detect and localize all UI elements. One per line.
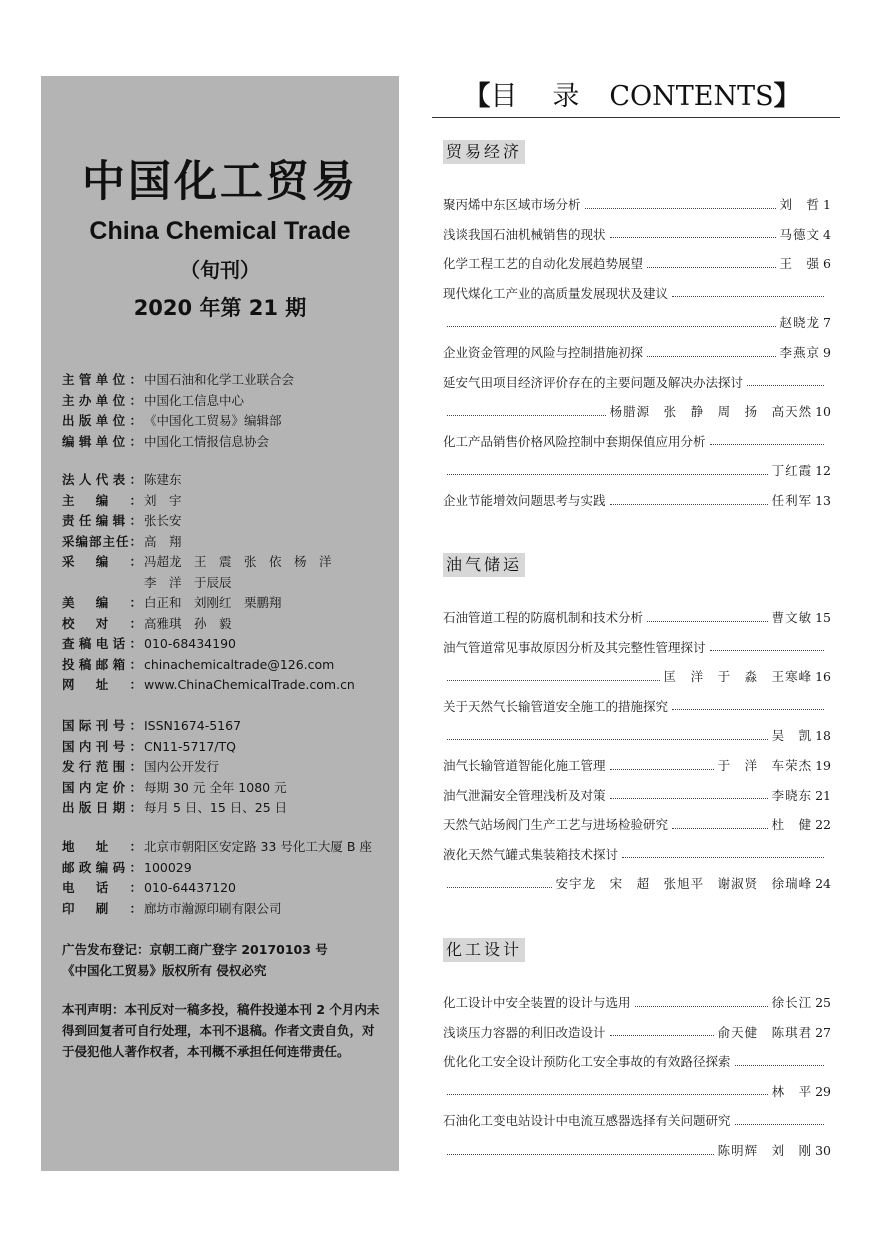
info-row: [62, 798, 392, 819]
journal-frequency: （旬刊）: [180, 258, 260, 282]
info-label: 发行范围：: [62, 759, 142, 774]
toc-entry[interactable]: [443, 1110, 831, 1132]
info-label: 责任编辑：: [62, 513, 142, 528]
toc-authors: 丁红霞: [771, 463, 813, 479]
info-label: 国际刊号：: [62, 718, 142, 733]
heading-bracket-close: 】: [773, 81, 801, 112]
journal-title: 中国化工贸易: [82, 157, 358, 207]
leader-dots: [672, 828, 768, 829]
toc-authors: 马德文: [779, 226, 821, 242]
info-row: [62, 655, 392, 676]
toc-title: 浅谈我国石油机械销售的现状: [443, 226, 606, 242]
toc-title: 石油管道工程的防腐机制和技术分析: [443, 610, 644, 625]
toc-entry[interactable]: [443, 401, 831, 423]
info-value: 010-68434190: [144, 636, 236, 651]
section-label: 油气储运: [443, 553, 525, 577]
info-row: [62, 432, 392, 453]
info-label: 印刷：: [62, 900, 142, 916]
toc-title: 现代煤化工产业的高质量发展现状及建议: [443, 285, 669, 301]
leader-dots: [635, 1006, 768, 1007]
info-label: 编辑单位：: [62, 433, 142, 449]
info-value: www.ChinaChemicalTrade.com.cn: [144, 677, 355, 692]
toc-page-number: 12: [815, 463, 831, 479]
leader-dots: [710, 650, 824, 651]
info-row: [62, 532, 392, 553]
journal-title-en: China Chemical Trade: [89, 217, 351, 245]
info-value: 中国化工情报信息协会: [144, 433, 270, 449]
leader-dots: [610, 1035, 714, 1036]
toc-page-number: 1: [823, 197, 831, 212]
toc-title: 浅谈压力容器的利旧改造设计: [443, 1024, 606, 1040]
toc-entry[interactable]: [443, 194, 831, 216]
toc-page-number: 29: [815, 1083, 831, 1099]
contents-heading: [462, 74, 802, 113]
publication-info: [62, 716, 392, 819]
info-label: 主办单位：: [62, 392, 142, 408]
info-row: [62, 675, 392, 696]
toc-entry[interactable]: [443, 372, 831, 394]
toc-page-number: 15: [815, 610, 831, 625]
info-label: 邮政编码：: [62, 859, 142, 875]
leader-dots: [647, 621, 768, 622]
toc-title: 聚丙烯中东区域市场分析: [443, 197, 581, 212]
info-value: 《中国化工贸易》编辑部: [144, 413, 282, 428]
toc-entry[interactable]: [443, 490, 831, 512]
toc-authors: 赵晓龙: [779, 315, 821, 331]
toc-entry[interactable]: [443, 637, 831, 659]
toc-authors: 林 平: [771, 1083, 813, 1099]
info-label: 采编部主任：: [62, 533, 142, 549]
leader-dots: [447, 1154, 714, 1155]
leader-dots: [622, 857, 824, 858]
info-row: [62, 411, 392, 432]
info-label: 出版日期：: [62, 800, 142, 815]
toc-page-number: 21: [815, 787, 831, 803]
info-label: 法人代表：: [62, 472, 142, 487]
info-row: [62, 634, 392, 655]
toc-page-number: 19: [815, 758, 831, 773]
leader-dots: [447, 887, 552, 888]
info-value: 010-64437120: [144, 880, 236, 895]
toc-title: 关于天然气长输管道安全施工的措施探究: [443, 698, 669, 714]
info-row: [62, 778, 392, 799]
toc-authors: 于 洋 车荣杰: [717, 758, 813, 773]
info-label: 采编：: [62, 554, 142, 569]
info-row: [62, 614, 392, 635]
info-value: 刘 宇: [144, 492, 182, 508]
leader-dots: [710, 444, 824, 445]
info-label: 校对：: [62, 615, 142, 631]
toc-title: 延安气田项目经济评价存在的主要问题及解决办法探讨: [443, 374, 744, 390]
info-row: [62, 878, 392, 899]
info-row: [62, 858, 392, 879]
toc-entry[interactable]: [443, 312, 831, 334]
toc-title: 油气管道常见事故原因分析及其完整性管理探讨: [443, 639, 706, 655]
info-label: 国内刊号：: [62, 738, 142, 754]
info-value: 中国化工信息中心: [144, 392, 245, 408]
toc-entry[interactable]: [443, 224, 831, 246]
toc-page-number: 6: [823, 256, 831, 272]
info-label: 网址：: [62, 677, 142, 692]
toc-authors: 杜 健: [771, 817, 813, 833]
toc-page-number: 16: [815, 669, 831, 685]
toc-page-number: 22: [815, 817, 831, 833]
heading-bracket-open: 【: [463, 81, 491, 112]
toc-entry[interactable]: [443, 1051, 831, 1073]
toc-title: 油气泄漏安全管理浅析及对策: [443, 787, 606, 803]
toc-authors: 匡 洋 于 淼 王寒峰: [663, 669, 813, 685]
toc-title: 化工设计中安全装置的设计与选用: [443, 995, 631, 1010]
info-label: 投稿邮箱：: [62, 656, 142, 672]
toc-authors: 任利军: [771, 493, 813, 508]
toc-title: 油气长输管道智能化施工管理: [443, 758, 606, 773]
leader-dots: [447, 474, 768, 475]
info-value: 廊坊市瀚源印刷有限公司: [144, 900, 282, 916]
toc-title: 企业节能增效问题思考与实践: [443, 493, 606, 508]
toc-entry[interactable]: [443, 1081, 831, 1103]
toc-title: 石油化工变电站设计中电流互感器选择有关问题研究: [443, 1113, 731, 1129]
ad-registration: 广告发布登记：京朝工商广登字 20170103 号: [62, 942, 328, 957]
toc-page-number: 7: [823, 315, 831, 331]
toc-authors: 刘 哲: [779, 197, 821, 212]
toc-page-number: 25: [815, 995, 831, 1010]
toc-entry[interactable]: [443, 844, 831, 866]
info-value: 高雅琪 孙 毅: [144, 615, 232, 631]
info-label: 主管单位：: [62, 372, 142, 387]
heading-en: CONTENTS: [609, 81, 774, 112]
toc-authors: 陈明辉 刘 刚: [717, 1143, 813, 1158]
leader-dots: [447, 680, 660, 681]
toc-entry[interactable]: [443, 992, 831, 1014]
toc-entry[interactable]: [443, 1022, 831, 1044]
info-label: 电话：: [62, 880, 142, 895]
toc-authors: 李晓东: [771, 787, 813, 803]
info-value: 陈建东: [144, 472, 182, 487]
toc-authors: 吴 凯: [771, 728, 813, 744]
section-label: 贸易经济: [443, 140, 525, 164]
leader-dots: [735, 1124, 824, 1125]
info-value: 冯超龙 王 震 张 依 杨 洋: [144, 554, 332, 569]
info-value: 中国石油和化学工业联合会: [144, 372, 295, 387]
toc-entry[interactable]: [443, 253, 831, 275]
heading-rule: [432, 117, 840, 118]
leader-dots: [672, 296, 824, 297]
toc-page-number: 27: [815, 1024, 831, 1040]
info-label: 出版单位：: [62, 413, 142, 428]
toc-title: 优化化工安全设计预防化工安全事故的有效路径探索: [443, 1054, 731, 1070]
info-row: [62, 391, 392, 412]
info-row: [62, 593, 392, 614]
toc-authors: 安宇龙 宋 超 张旭平 谢淑贤 徐瑞峰: [555, 876, 813, 892]
toc-entry[interactable]: [443, 666, 831, 688]
info-row: [62, 899, 392, 920]
toc-entry[interactable]: [443, 607, 831, 629]
toc-page-number: 10: [815, 404, 831, 420]
toc-authors: 杨腊源 张 静 周 扬 高天然: [609, 404, 813, 420]
info-row: [62, 573, 392, 594]
toc-title: 企业资金管理的风险与控制措施初探: [443, 345, 644, 360]
leader-dots: [610, 769, 714, 770]
toc-title: 液化天然气罐式集装箱技术探讨: [443, 846, 619, 862]
info-row: [62, 370, 392, 391]
publisher-info: [62, 370, 392, 452]
toc-title: 天然气站场阀门生产工艺与进场检验研究: [443, 817, 669, 833]
info-row: [62, 552, 392, 573]
info-label: 地址：: [62, 839, 142, 854]
toc-entry[interactable]: [443, 342, 831, 364]
info-row: [62, 511, 392, 532]
leader-dots: [585, 208, 776, 209]
toc-page-number: 4: [823, 226, 831, 242]
leader-dots: [647, 356, 776, 357]
toc-entry[interactable]: [443, 696, 831, 718]
info-value: ISSN1674-5167: [144, 718, 242, 733]
info-row: [62, 716, 392, 737]
toc-title: 化工产品销售价格风险控制中套期保值应用分析: [443, 433, 706, 449]
leader-dots: [447, 415, 606, 416]
toc-entry[interactable]: [443, 814, 831, 836]
toc-authors: 俞天健 陈琪君: [717, 1024, 813, 1040]
leader-dots: [747, 385, 824, 386]
info-value: 国内公开发行: [144, 759, 220, 774]
leader-dots: [610, 798, 768, 799]
info-value: 每月 5 日、15 日、25 日: [144, 800, 288, 815]
info-row: [62, 470, 392, 491]
info-label: 国内定价：: [62, 779, 142, 795]
info-label: 美编：: [62, 595, 142, 610]
info-value: 每期 30 元 全年 1080 元: [144, 779, 287, 795]
toc-page-number: 9: [823, 345, 831, 360]
leader-dots: [447, 326, 776, 327]
leader-dots: [735, 1065, 824, 1066]
toc-authors: 曹文敏: [771, 610, 813, 625]
info-value: CN11-5717/TQ: [144, 738, 236, 754]
leader-dots: [610, 237, 776, 238]
info-label: 查稿电话：: [62, 636, 142, 651]
info-row: [62, 491, 392, 512]
copyright-line: 《中国化工贸易》版权所有 侵权必究: [62, 962, 267, 978]
toc-entry[interactable]: [443, 785, 831, 807]
journal-issue: 2020 年第 21 期: [133, 296, 307, 320]
toc-entry[interactable]: [443, 460, 831, 482]
toc-authors: 王 强: [779, 256, 821, 272]
leader-dots: [647, 267, 776, 268]
toc-entry[interactable]: [443, 431, 831, 453]
leader-dots: [447, 1094, 768, 1095]
toc-entry[interactable]: [443, 283, 831, 305]
copyright-statement-block: [62, 942, 382, 1062]
toc-page-number: 24: [815, 876, 831, 892]
toc-entry[interactable]: [443, 755, 831, 777]
toc-authors: 李燕京: [779, 345, 821, 360]
heading-cn: 目 录: [490, 81, 584, 112]
toc-page-number: 30: [815, 1143, 831, 1158]
info-row: [62, 837, 392, 858]
toc-entry[interactable]: [443, 1140, 831, 1162]
toc-page-number: 18: [815, 728, 831, 744]
toc-page-number: 13: [815, 493, 831, 508]
leader-dots: [610, 504, 768, 505]
info-value: 100029: [144, 859, 192, 875]
masthead-panel: [41, 76, 399, 1171]
info-value: 高 翔: [144, 533, 182, 549]
info-row: [62, 737, 392, 758]
toc-title: 化学工程工艺的自动化发展趋势展望: [443, 256, 644, 272]
info-label: 主编：: [62, 492, 142, 508]
info-value: chinachemicaltrade@126.com: [144, 656, 335, 672]
journal-statement: 本刊声明：本刊反对一稿多投，稿件投递本刊 2 个月内未得到回复者可自行处理，本刊不退稿。作者文责自负，对于侵犯他人著作权者，本刊概不承担任何连带责任。: [62, 1002, 380, 1059]
info-value: 李 洋 于辰辰: [144, 574, 232, 590]
editorial-staff: [62, 470, 392, 696]
info-row: [62, 757, 392, 778]
toc-authors: 徐长江: [771, 995, 813, 1010]
info-value: 北京市朝阳区安定路 33 号化工大厦 B 座: [144, 839, 372, 854]
contact-info: [62, 837, 392, 919]
info-value: 白正和 刘刚红 栗鹏翔: [144, 595, 282, 610]
toc-entry[interactable]: [443, 725, 831, 747]
toc-entry[interactable]: [443, 873, 831, 895]
info-value: 张长安: [144, 513, 182, 528]
section-label: 化工设计: [443, 938, 525, 962]
leader-dots: [672, 709, 824, 710]
leader-dots: [447, 739, 768, 740]
